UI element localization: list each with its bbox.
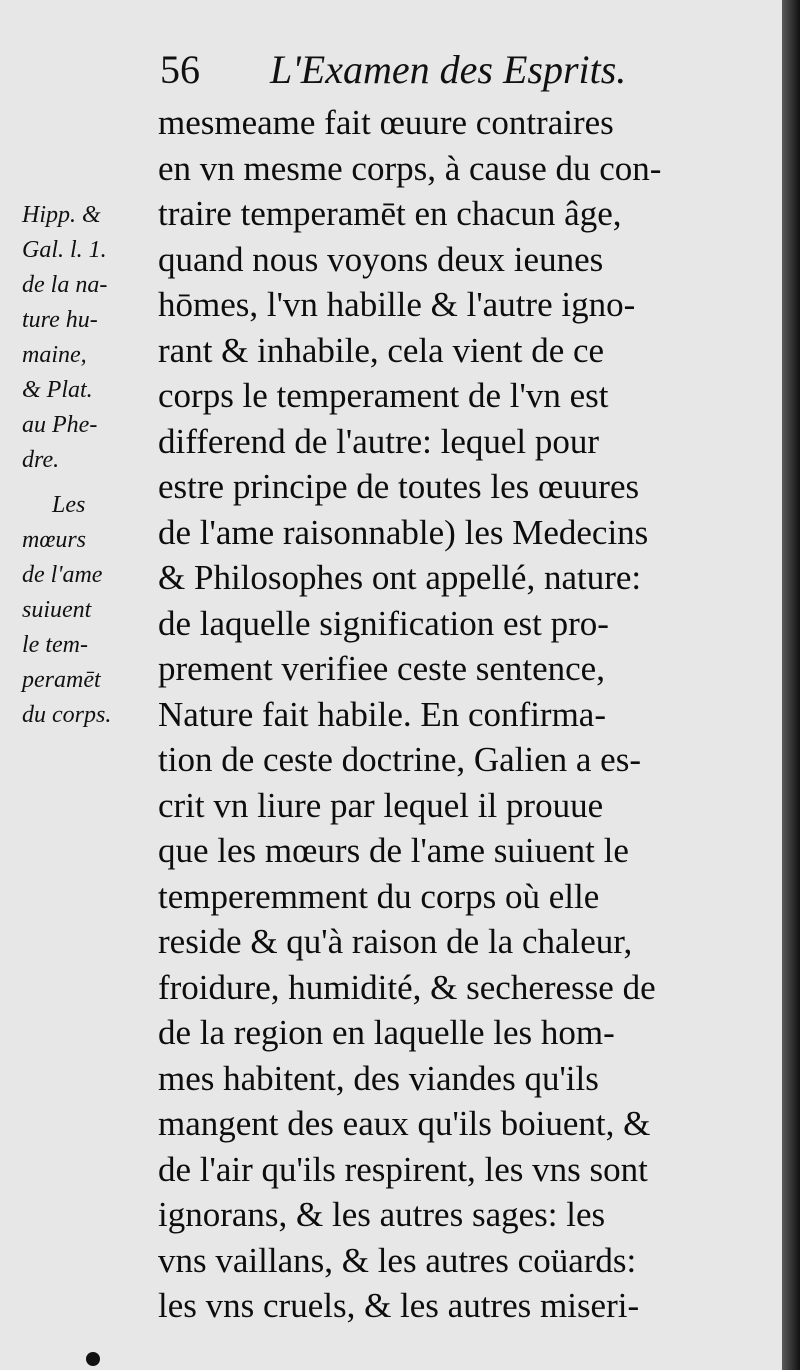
margin-note-line: ture hu- — [22, 307, 98, 333]
text-line: en vn mesme corps, à cause du con- — [158, 148, 662, 188]
running-title: L'Examen des Esprits. — [270, 47, 627, 92]
text-line: traire temperamēt en chacun âge, — [158, 194, 622, 233]
text-line: differend de l'autre: lequel pour — [158, 421, 600, 461]
text-line: mangent des eaux qu'ils boiuent, & — [158, 1104, 651, 1143]
running-head — [160, 46, 720, 94]
ink-dot — [86, 1352, 100, 1366]
margin-note-line: du corps. — [22, 702, 112, 728]
text-line: vns vaillans, & les autres coüards: — [158, 1240, 637, 1280]
text-line: froidure, humidité, & secheresse de — [158, 967, 656, 1007]
text-line: corps le temperament de l'vn est — [158, 376, 609, 415]
margin-note-line: dre. — [22, 447, 60, 473]
margin-note-line: mœurs — [22, 527, 87, 553]
text-line: Nature fait habile. En confirma- — [158, 694, 606, 734]
text-line: temperemment du corps où elle — [158, 876, 600, 916]
text-line: & Philosophes ont appellé, nature: — [158, 558, 642, 597]
text-line: que les mœurs de l'ame suiuent le — [158, 831, 629, 870]
text-line: mesmeame fait œuure contraires — [158, 103, 614, 142]
text-line: mes habitent, des viandes qu'ils — [158, 1058, 599, 1098]
margin-note-line: suiuent — [22, 597, 92, 623]
text-line: ignorans, & les autres sages: les — [158, 1195, 606, 1234]
margin-note-line: de l'ame — [22, 562, 103, 588]
margin-note-line: Hipp. & — [22, 202, 101, 228]
text-line: estre principe de toutes les œuures — [158, 467, 640, 506]
text-line: quand nous voyons deux ieunes — [158, 239, 604, 279]
margin-note-line: Gal. l. 1. — [22, 237, 107, 263]
text-line: de laquelle signification est pro- — [158, 603, 609, 643]
text-line: prement verifiee ceste sentence, — [158, 649, 605, 688]
margin-note-line: & Plat. — [22, 377, 93, 403]
margin-note-line: le tem- — [22, 632, 88, 658]
text-line: de la region en laquelle les hom- — [158, 1013, 615, 1052]
text-line: rant & inhabile, cela vient de ce — [158, 330, 605, 370]
text-line: les vns cruels, & les autres miseri- — [158, 1286, 640, 1325]
text-line: hōmes, l'vn habille & l'autre igno- — [158, 285, 636, 324]
margin-note-line: maine, — [22, 342, 87, 368]
text-line: reside & qu'à raison de la chaleur, — [158, 922, 633, 961]
margin-note-line: au Phe- — [22, 412, 98, 438]
margin-notes — [22, 198, 152, 733]
margin-note-line: peramēt — [22, 667, 101, 693]
text-line: de l'air qu'ils respirent, les vns sont — [158, 1149, 648, 1189]
margin-note-line: de la na- — [22, 272, 108, 298]
page-number: 56 — [160, 47, 200, 92]
margin-note-line: Les — [52, 492, 86, 518]
text-line: de l'ame raisonnable) les Medecins — [158, 512, 649, 552]
body-text — [158, 100, 738, 1329]
text-line: crit vn liure par lequel il prouue — [158, 785, 604, 825]
text-line: tion de ceste doctrine, Galien a es- — [158, 740, 641, 779]
book-spine-shadow — [782, 0, 800, 1370]
